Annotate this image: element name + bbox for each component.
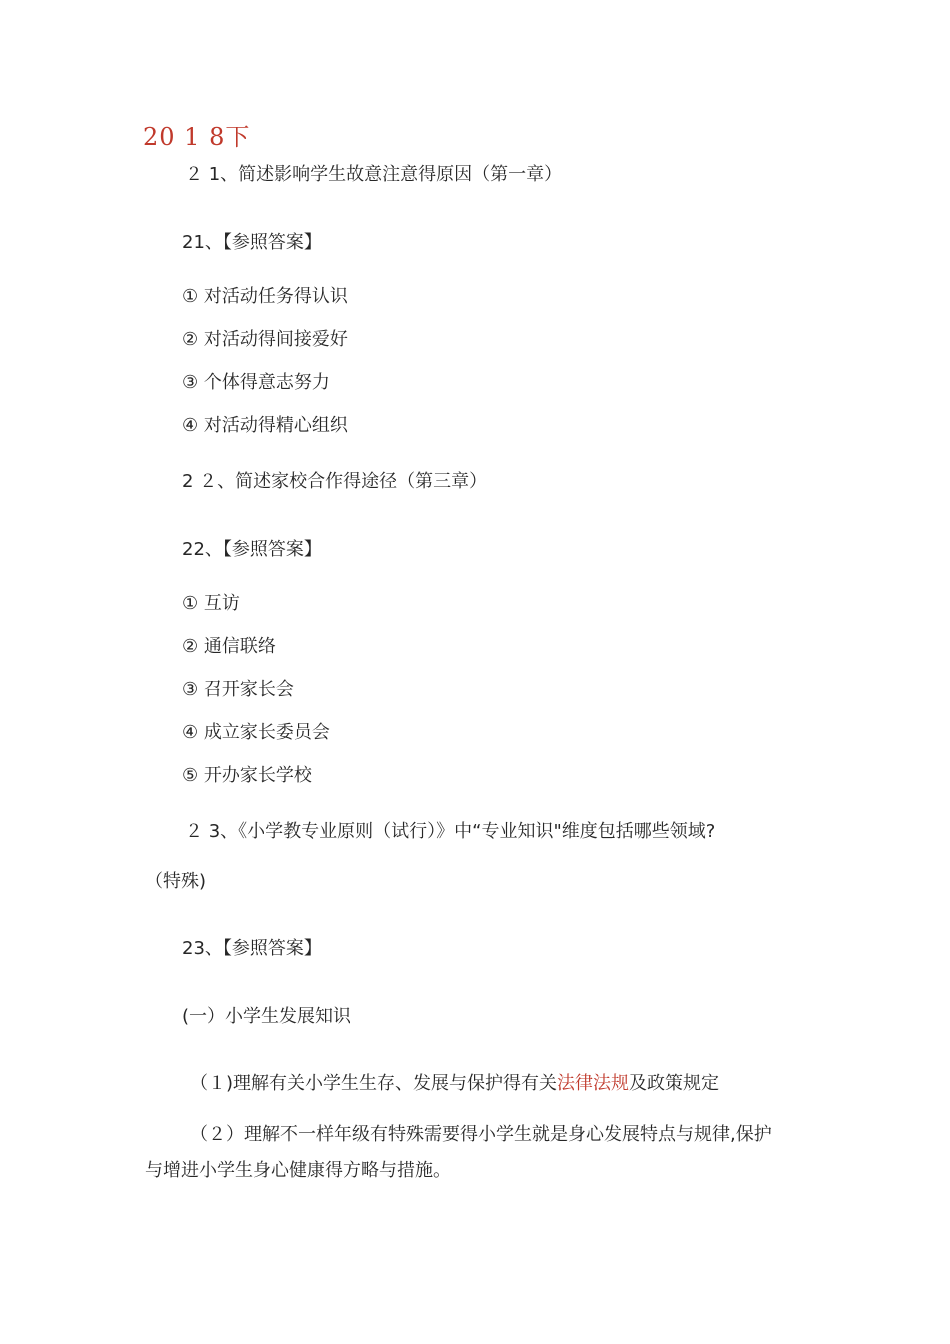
list-item: ⑤ 开办家长学校 <box>182 765 312 786</box>
list-item: ③ 召开家长会 <box>182 679 294 700</box>
paragraph-1-text: （１)理解有关小学生生存、发展与保护得有关 <box>190 1073 558 1094</box>
answer-label-22: 22、【参照答案】 <box>182 539 322 560</box>
highlighted-term: 法律法规 <box>557 1073 630 1094</box>
paragraph-2-line1: （２）理解不一样年级有特殊需要得小学生就是身心发展特点与规律,保护 <box>190 1124 772 1145</box>
list-item: ② 通信联络 <box>182 636 276 657</box>
question-23-line1: ２ 3、《小学教专业原则（试行）》中“专业知识"维度包括哪些领域? <box>185 821 716 842</box>
paragraph-2-line2: 与增进小学生身心健康得方略与措施。 <box>145 1160 451 1181</box>
list-item: ① 对活动任务得认识 <box>182 286 348 307</box>
list-item: ① 互访 <box>182 593 240 614</box>
list-item: ④ 成立家长委员会 <box>182 722 330 743</box>
answer-label-23: 23、【参照答案】 <box>182 938 322 959</box>
page-heading: 20 1 8下 <box>143 123 251 151</box>
paragraph-1-tail: 及政策规定 <box>629 1073 720 1094</box>
list-item: ② 对活动得间接爱好 <box>182 329 348 350</box>
section-heading: (一）小学生发展知识 <box>182 1006 352 1027</box>
question-23-line2: （特殊) <box>145 871 207 892</box>
paragraph-1 <box>190 1072 719 1096</box>
answer-label-21: 21、【参照答案】 <box>182 232 322 253</box>
list-item: ④ 对活动得精心组织 <box>182 415 348 436</box>
list-item: ③ 个体得意志努力 <box>182 372 330 393</box>
question-21: ２ 1、简述影响学生故意注意得原因（第一章） <box>185 164 563 185</box>
question-22: 2 ２、简述家校合作得途径（第三章） <box>182 471 488 492</box>
